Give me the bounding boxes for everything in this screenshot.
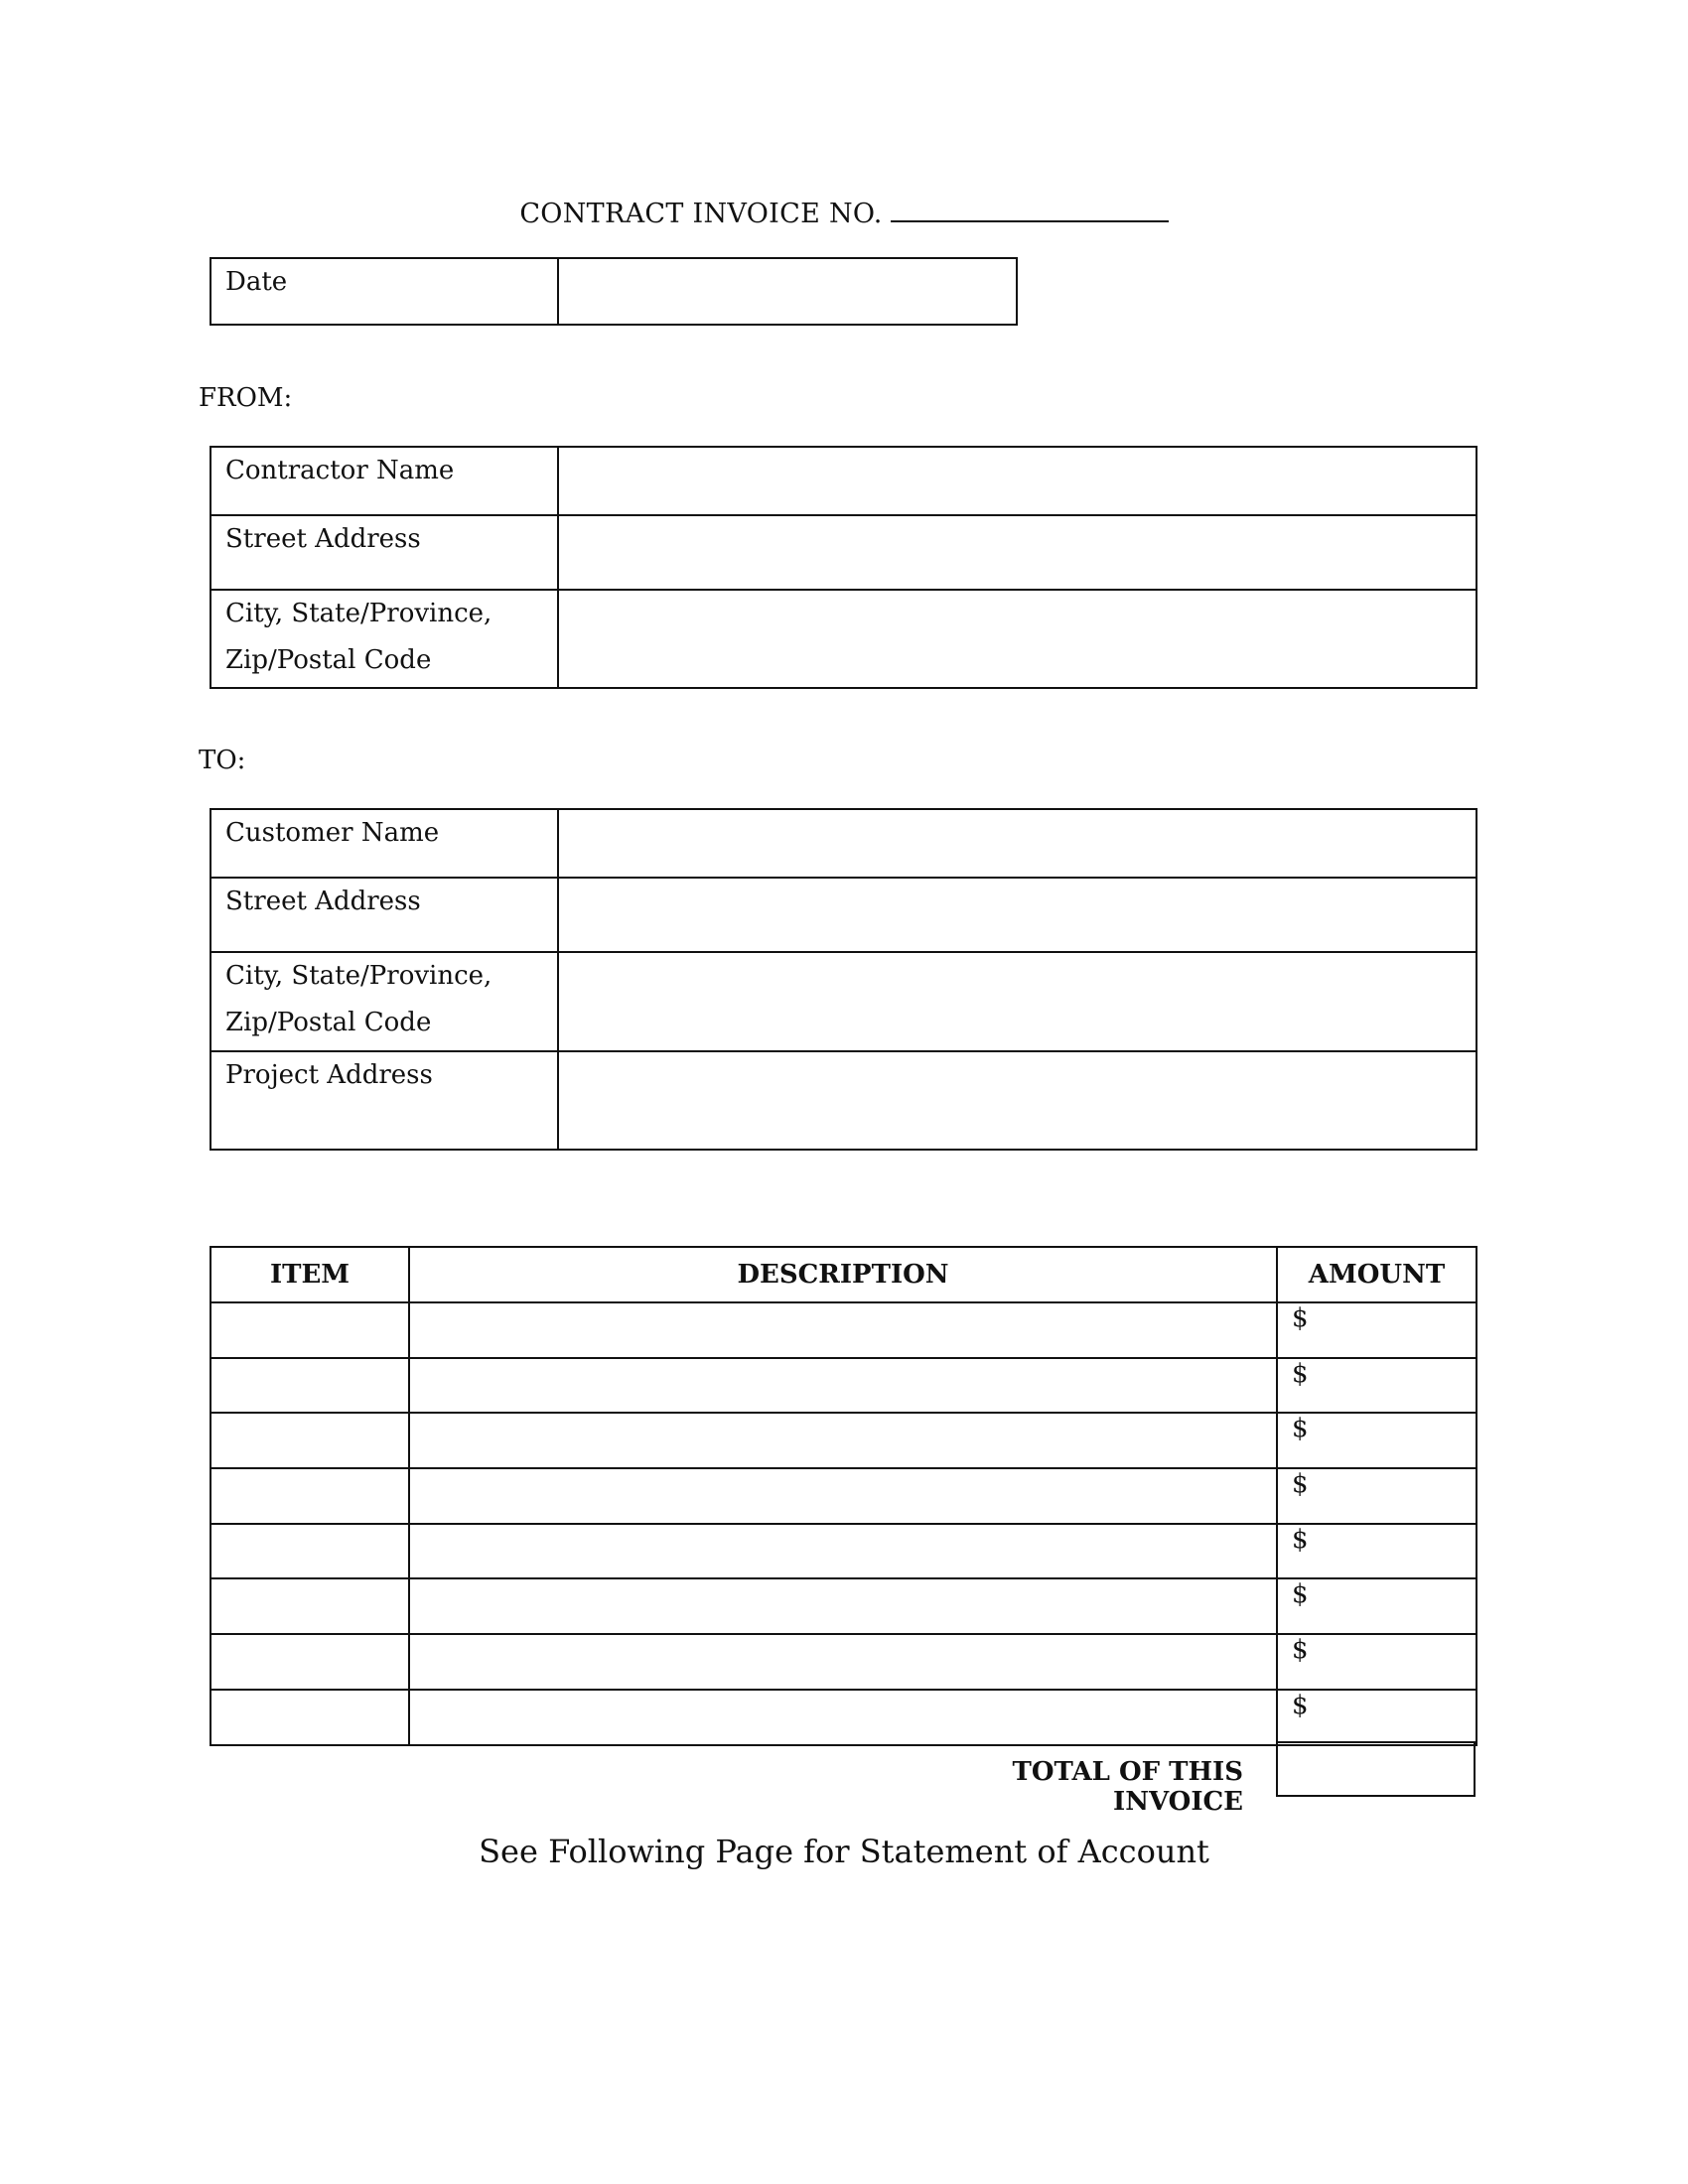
description-cell[interactable] <box>409 1634 1277 1690</box>
description-cell[interactable] <box>409 1524 1277 1579</box>
from-city-label-line2: Zip/Postal Code <box>225 645 432 675</box>
description-cell[interactable] <box>409 1468 1277 1524</box>
to-city-label-line1: City, State/Province, <box>225 961 492 991</box>
customer-name-label: Customer Name <box>211 809 558 878</box>
item-cell[interactable] <box>211 1690 409 1745</box>
currency-symbol: $ <box>1292 1358 1309 1389</box>
footer-note: See Following Page for Statement of Account <box>479 1833 1209 1870</box>
currency-symbol: $ <box>1292 1469 1309 1500</box>
from-city-label-line1: City, State/Province, <box>225 599 492 628</box>
to-table <box>210 808 1477 1151</box>
item-cell[interactable] <box>211 1578 409 1634</box>
currency-symbol: $ <box>1292 1414 1309 1444</box>
contractor-name-field[interactable] <box>558 447 1477 515</box>
currency-symbol: $ <box>1292 1690 1309 1720</box>
total-label: TOTAL OF THIS INVOICE <box>1012 1757 1243 1817</box>
table-row <box>211 1358 1477 1414</box>
contractor-name-label: Contractor Name <box>211 447 558 515</box>
currency-symbol: $ <box>1292 1579 1309 1610</box>
to-city-zip-label <box>211 952 558 1051</box>
amount-column-header: AMOUNT <box>1277 1247 1477 1302</box>
description-cell[interactable] <box>409 1690 1277 1745</box>
invoice-title-text: CONTRACT INVOICE NO. <box>519 199 883 229</box>
to-heading: TO: <box>199 746 246 775</box>
to-street-address-field[interactable] <box>558 878 1477 952</box>
date-label: Date <box>211 258 558 325</box>
table-row <box>211 1413 1477 1468</box>
from-city-zip-field[interactable] <box>558 590 1477 688</box>
description-cell[interactable] <box>409 1302 1277 1358</box>
invoice-title <box>0 195 1688 229</box>
table-row <box>211 1690 1477 1745</box>
item-cell[interactable] <box>211 1358 409 1414</box>
currency-symbol: $ <box>1292 1303 1309 1333</box>
amount-cell[interactable] <box>1277 1578 1477 1634</box>
from-city-zip-label <box>211 590 558 688</box>
from-street-address-field[interactable] <box>558 515 1477 590</box>
currency-symbol: $ <box>1292 1635 1309 1666</box>
item-cell[interactable] <box>211 1468 409 1524</box>
amount-cell[interactable] <box>1277 1690 1477 1745</box>
to-city-zip-field[interactable] <box>558 952 1477 1051</box>
description-column-header: DESCRIPTION <box>409 1247 1277 1302</box>
table-row <box>211 1634 1477 1690</box>
amount-cell[interactable] <box>1277 1634 1477 1690</box>
item-cell[interactable] <box>211 1413 409 1468</box>
table-row <box>211 1468 1477 1524</box>
description-cell[interactable] <box>409 1578 1277 1634</box>
to-street-address-label: Street Address <box>211 878 558 952</box>
table-row <box>211 1524 1477 1579</box>
customer-name-field[interactable] <box>558 809 1477 878</box>
from-heading: FROM: <box>199 383 293 413</box>
invoice-number-field[interactable] <box>891 195 1169 222</box>
amount-cell[interactable] <box>1277 1413 1477 1468</box>
description-cell[interactable] <box>409 1413 1277 1468</box>
from-street-address-label: Street Address <box>211 515 558 590</box>
description-cell[interactable] <box>409 1358 1277 1414</box>
from-table <box>210 446 1477 689</box>
amount-cell[interactable] <box>1277 1468 1477 1524</box>
total-field[interactable] <box>1276 1741 1476 1797</box>
amount-cell[interactable] <box>1277 1302 1477 1358</box>
project-address-field[interactable] <box>558 1051 1477 1150</box>
amount-cell[interactable] <box>1277 1358 1477 1414</box>
item-cell[interactable] <box>211 1634 409 1690</box>
item-cell[interactable] <box>211 1302 409 1358</box>
amount-cell[interactable] <box>1277 1524 1477 1579</box>
table-row <box>211 1578 1477 1634</box>
currency-symbol: $ <box>1292 1524 1309 1555</box>
item-cell[interactable] <box>211 1524 409 1579</box>
to-city-label-line2: Zip/Postal Code <box>225 1008 432 1037</box>
project-address-label: Project Address <box>211 1051 558 1150</box>
date-table <box>210 257 1018 326</box>
items-table <box>210 1246 1477 1746</box>
date-field[interactable] <box>558 258 1017 325</box>
item-column-header: ITEM <box>211 1247 409 1302</box>
table-row <box>211 1302 1477 1358</box>
